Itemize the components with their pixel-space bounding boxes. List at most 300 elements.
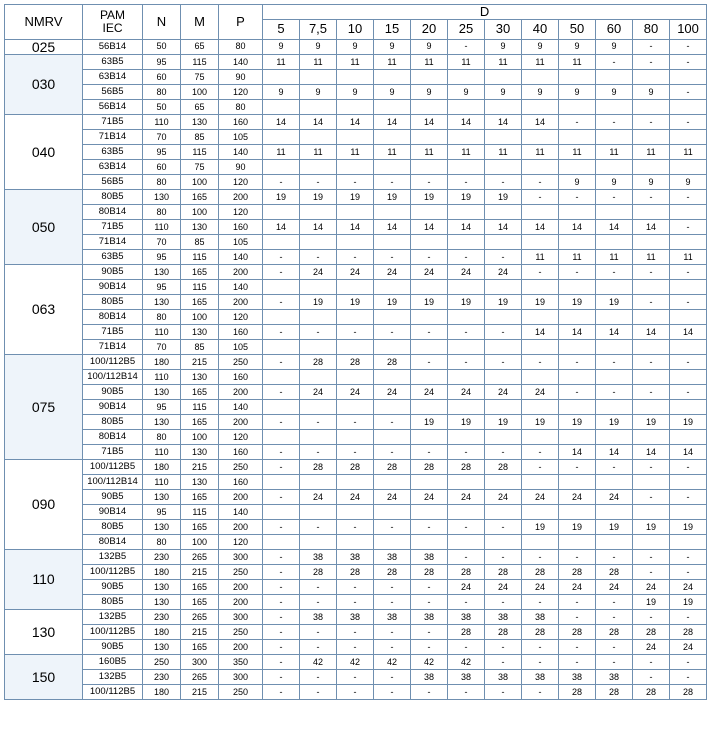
cell-d-20: 38 [411,550,448,565]
cell-d-10: 38 [337,550,374,565]
cell-d-30: 24 [485,385,522,400]
cell-d-5: - [263,640,300,655]
cell-d-40 [522,475,559,490]
table-row [5,505,707,520]
header-row-main [5,5,707,20]
cell-d-20: - [411,625,448,640]
header-d-col-100: 100 [670,19,707,39]
cell-d-10: - [337,580,374,595]
cell-n: 230 [143,610,181,625]
cell-d-5: - [263,685,300,700]
header-pam-line2: IEC [102,20,123,35]
header-d-col-10: 10 [337,19,374,39]
cell-d-5: - [263,565,300,580]
cell-d-30: - [485,685,522,700]
cell-d-10 [337,505,374,520]
cell-d-10: 42 [337,655,374,670]
header-d-col-60: 60 [596,19,633,39]
cell-n: 80 [143,430,181,445]
cell-d-30: 9 [485,39,522,55]
cell-d-20: 19 [411,190,448,205]
cell-d-60 [596,535,633,550]
table-row [5,685,707,700]
cell-p: 200 [219,520,263,535]
cell-m: 85 [181,340,219,355]
cell-d-15 [374,205,411,220]
cell-d-40: - [522,460,559,475]
cell-d-80: - [633,295,670,310]
cell-d-50: 24 [559,490,596,505]
cell-pam: 160B5 [83,655,143,670]
cell-d-50: 11 [559,145,596,160]
cell-d-25 [448,430,485,445]
cell-d-50: - [559,385,596,400]
cell-n: 130 [143,265,181,280]
cell-pam: 132B5 [83,670,143,685]
cell-n: 95 [143,400,181,415]
cell-d-80 [633,340,670,355]
cell-p: 200 [219,595,263,610]
cell-d-40 [522,235,559,250]
cell-d-40: 38 [522,670,559,685]
cell-d-40 [522,100,559,115]
cell-d-20: 38 [411,670,448,685]
cell-pam: 56B14 [83,100,143,115]
cell-p: 120 [219,175,263,190]
cell-d-80: 9 [633,175,670,190]
cell-d-25 [448,535,485,550]
cell-d-20: - [411,580,448,595]
cell-d-15 [374,100,411,115]
cell-d-50: 9 [559,39,596,55]
cell-pam: 90B5 [83,490,143,505]
cell-d-5: - [263,520,300,535]
cell-d-10: 38 [337,610,374,625]
cell-d-60: 28 [596,625,633,640]
cell-m: 100 [181,85,219,100]
cell-d-15: 14 [374,220,411,235]
cell-d-80: 19 [633,415,670,430]
cell-d-15 [374,475,411,490]
header-p: P [219,5,263,40]
cell-n: 70 [143,130,181,145]
cell-d-20: - [411,520,448,535]
cell-d-40 [522,340,559,355]
cell-d-50 [559,475,596,490]
cell-d-50 [559,160,596,175]
cell-d-60: 14 [596,445,633,460]
cell-pam: 100/112B5 [83,685,143,700]
header-d-col-5: 5 [263,19,300,39]
cell-d-20: 19 [411,415,448,430]
cell-d-25: - [448,595,485,610]
cell-d-60 [596,100,633,115]
cell-d-30: 24 [485,265,522,280]
cell-m: 215 [181,685,219,700]
cell-d-25: - [448,175,485,190]
group-label-030: 030 [5,55,83,115]
cell-d-50: - [559,355,596,370]
cell-d-5 [263,370,300,385]
cell-d-30 [485,505,522,520]
cell-d-15: 24 [374,490,411,505]
cell-d-30: - [485,655,522,670]
cell-d-15: - [374,415,411,430]
cell-d-25 [448,235,485,250]
cell-pam: 63B5 [83,250,143,265]
cell-d-20: 24 [411,490,448,505]
cell-d-25 [448,370,485,385]
cell-d-40: - [522,355,559,370]
header-d: D [263,5,707,20]
cell-n: 95 [143,55,181,70]
table-row [5,115,707,130]
cell-d-15: - [374,580,411,595]
cell-d-5: - [263,175,300,190]
cell-d-20 [411,475,448,490]
cell-d-30 [485,535,522,550]
cell-d-20: - [411,355,448,370]
cell-d-5 [263,235,300,250]
cell-d-60: 14 [596,220,633,235]
cell-p: 105 [219,235,263,250]
table-row [5,550,707,565]
table-row [5,355,707,370]
cell-p: 80 [219,100,263,115]
cell-d-10 [337,70,374,85]
cell-d-25: 19 [448,295,485,310]
cell-d-10: 11 [337,55,374,70]
cell-d-40: 28 [522,625,559,640]
cell-d-20: - [411,250,448,265]
cell-d-25 [448,340,485,355]
cell-d-60 [596,475,633,490]
cell-n: 110 [143,115,181,130]
cell-d-20 [411,535,448,550]
cell-d-20 [411,400,448,415]
cell-d-15 [374,310,411,325]
cell-d-40 [522,505,559,520]
cell-d-7-5: 24 [300,385,337,400]
cell-n: 230 [143,550,181,565]
cell-d-7-5 [300,400,337,415]
cell-d-50 [559,310,596,325]
cell-d-30: 38 [485,670,522,685]
cell-m: 75 [181,160,219,175]
cell-d-7-5: 28 [300,565,337,580]
cell-m: 215 [181,565,219,580]
cell-d-15: 24 [374,385,411,400]
cell-n: 70 [143,235,181,250]
cell-d-100: 14 [670,445,707,460]
cell-pam: 56B14 [83,39,143,55]
cell-p: 160 [219,325,263,340]
cell-d-5 [263,160,300,175]
cell-d-7-5: - [300,685,337,700]
cell-d-60 [596,370,633,385]
table-row [5,325,707,340]
cell-d-50: 11 [559,55,596,70]
cell-d-50: 28 [559,625,596,640]
cell-d-5 [263,310,300,325]
cell-d-20: 24 [411,265,448,280]
cell-d-15 [374,430,411,445]
cell-d-25: 14 [448,220,485,235]
cell-p: 200 [219,580,263,595]
cell-d-80: 9 [633,85,670,100]
cell-d-30 [485,280,522,295]
cell-d-10 [337,400,374,415]
header-n: N [143,5,181,40]
cell-d-15 [374,400,411,415]
cell-n: 60 [143,70,181,85]
cell-d-25: 24 [448,490,485,505]
cell-d-80 [633,100,670,115]
cell-p: 140 [219,145,263,160]
cell-d-40: 19 [522,520,559,535]
cell-d-100 [670,505,707,520]
nmrv-gearbox-dimension-table [4,4,707,700]
cell-d-30 [485,235,522,250]
cell-m: 165 [181,385,219,400]
cell-d-10: 24 [337,490,374,505]
cell-d-100: 24 [670,580,707,595]
cell-p: 250 [219,460,263,475]
table-row [5,39,707,55]
table-row [5,235,707,250]
cell-d-80 [633,235,670,250]
cell-p: 160 [219,370,263,385]
cell-d-15: - [374,175,411,190]
cell-p: 200 [219,190,263,205]
cell-d-5 [263,100,300,115]
cell-n: 180 [143,565,181,580]
cell-pam: 100/112B14 [83,475,143,490]
cell-d-25: 38 [448,610,485,625]
cell-d-50: - [559,595,596,610]
table-row [5,130,707,145]
cell-pam: 71B14 [83,130,143,145]
cell-m: 265 [181,610,219,625]
cell-d-25: - [448,685,485,700]
cell-d-15: 19 [374,190,411,205]
cell-d-7-5: 24 [300,490,337,505]
cell-n: 70 [143,340,181,355]
cell-d-60 [596,400,633,415]
cell-p: 200 [219,640,263,655]
cell-m: 165 [181,265,219,280]
cell-d-20 [411,280,448,295]
cell-d-80: - [633,460,670,475]
cell-d-50: - [559,115,596,130]
cell-d-40: 14 [522,325,559,340]
cell-d-25 [448,205,485,220]
cell-d-20 [411,130,448,145]
cell-d-7-5: 19 [300,295,337,310]
cell-d-30: 28 [485,565,522,580]
cell-pam: 80B14 [83,430,143,445]
cell-n: 110 [143,445,181,460]
cell-d-50 [559,505,596,520]
cell-d-100: 19 [670,415,707,430]
cell-n: 130 [143,640,181,655]
cell-d-7-5: 38 [300,550,337,565]
cell-d-30: 11 [485,145,522,160]
cell-d-10 [337,475,374,490]
table-row [5,250,707,265]
cell-d-15 [374,535,411,550]
cell-d-5: - [263,250,300,265]
cell-d-5: 9 [263,39,300,55]
cell-d-100: - [670,460,707,475]
cell-d-15: 11 [374,145,411,160]
cell-d-100: - [670,55,707,70]
cell-d-30: - [485,445,522,460]
cell-d-50 [559,535,596,550]
cell-d-80: - [633,655,670,670]
cell-d-25: 28 [448,625,485,640]
cell-d-80: - [633,550,670,565]
cell-d-25: 19 [448,415,485,430]
cell-d-80: - [633,39,670,55]
cell-m: 215 [181,625,219,640]
cell-d-25: 14 [448,115,485,130]
cell-d-40: - [522,655,559,670]
cell-d-100: 19 [670,595,707,610]
table-row [5,100,707,115]
cell-pam: 90B14 [83,400,143,415]
cell-d-7-5: - [300,325,337,340]
group-label-150: 150 [5,655,83,700]
cell-d-30 [485,430,522,445]
cell-d-7-5 [300,100,337,115]
table-row [5,655,707,670]
cell-d-25 [448,505,485,520]
table-row [5,640,707,655]
cell-d-10: 14 [337,115,374,130]
cell-d-7-5 [300,235,337,250]
group-label-130: 130 [5,610,83,655]
cell-d-80 [633,205,670,220]
table-row [5,220,707,235]
cell-d-80: 11 [633,250,670,265]
cell-d-40: 19 [522,295,559,310]
cell-d-25 [448,100,485,115]
cell-d-7-5: 42 [300,655,337,670]
cell-d-80: 14 [633,325,670,340]
cell-d-50: 11 [559,250,596,265]
group-label-075: 075 [5,355,83,460]
cell-d-10 [337,205,374,220]
cell-d-80 [633,310,670,325]
cell-d-10: 24 [337,385,374,400]
table-row [5,475,707,490]
header-d-col-7-5: 7,5 [300,19,337,39]
cell-d-25: - [448,445,485,460]
cell-m: 115 [181,250,219,265]
cell-m: 100 [181,310,219,325]
table-row [5,460,707,475]
cell-d-25: - [448,325,485,340]
cell-d-40 [522,160,559,175]
cell-n: 110 [143,370,181,385]
cell-n: 230 [143,670,181,685]
cell-d-15: 14 [374,115,411,130]
cell-m: 115 [181,145,219,160]
cell-d-30: - [485,550,522,565]
cell-d-100: - [670,385,707,400]
cell-pam: 90B5 [83,640,143,655]
cell-n: 130 [143,490,181,505]
cell-m: 65 [181,39,219,55]
table-row [5,205,707,220]
cell-d-10: - [337,250,374,265]
cell-d-40: - [522,685,559,700]
cell-d-10: 9 [337,39,374,55]
cell-d-5 [263,505,300,520]
cell-d-5: - [263,610,300,625]
cell-p: 160 [219,475,263,490]
cell-m: 115 [181,280,219,295]
cell-d-5: - [263,625,300,640]
cell-d-15: 19 [374,295,411,310]
cell-d-60: 38 [596,670,633,685]
cell-d-15: - [374,595,411,610]
cell-d-7-5: - [300,175,337,190]
cell-d-60: 14 [596,325,633,340]
cell-d-25 [448,310,485,325]
cell-m: 165 [181,490,219,505]
cell-d-20: - [411,175,448,190]
cell-d-40: 24 [522,490,559,505]
cell-m: 165 [181,295,219,310]
cell-d-100: - [670,265,707,280]
cell-d-7-5: - [300,415,337,430]
cell-d-100: 9 [670,175,707,190]
cell-d-80 [633,130,670,145]
cell-d-20: - [411,685,448,700]
group-label-040: 040 [5,115,83,190]
cell-d-15: 24 [374,265,411,280]
cell-pam: 80B14 [83,310,143,325]
table-row [5,280,707,295]
cell-p: 250 [219,355,263,370]
cell-d-10: - [337,445,374,460]
cell-pam: 56B5 [83,85,143,100]
cell-m: 130 [181,220,219,235]
cell-p: 200 [219,490,263,505]
header-d-col-25: 25 [448,19,485,39]
cell-d-30: 19 [485,295,522,310]
cell-pam: 90B5 [83,580,143,595]
cell-d-15: - [374,520,411,535]
cell-p: 140 [219,505,263,520]
cell-d-60: - [596,115,633,130]
cell-d-15: 28 [374,565,411,580]
cell-d-100 [670,100,707,115]
cell-n: 80 [143,205,181,220]
cell-d-7-5 [300,130,337,145]
cell-d-15: - [374,625,411,640]
cell-p: 300 [219,550,263,565]
cell-d-25 [448,70,485,85]
cell-d-30: 11 [485,55,522,70]
cell-p: 120 [219,85,263,100]
cell-d-60: 9 [596,85,633,100]
cell-m: 215 [181,355,219,370]
cell-d-30: - [485,520,522,535]
cell-d-5: 19 [263,190,300,205]
